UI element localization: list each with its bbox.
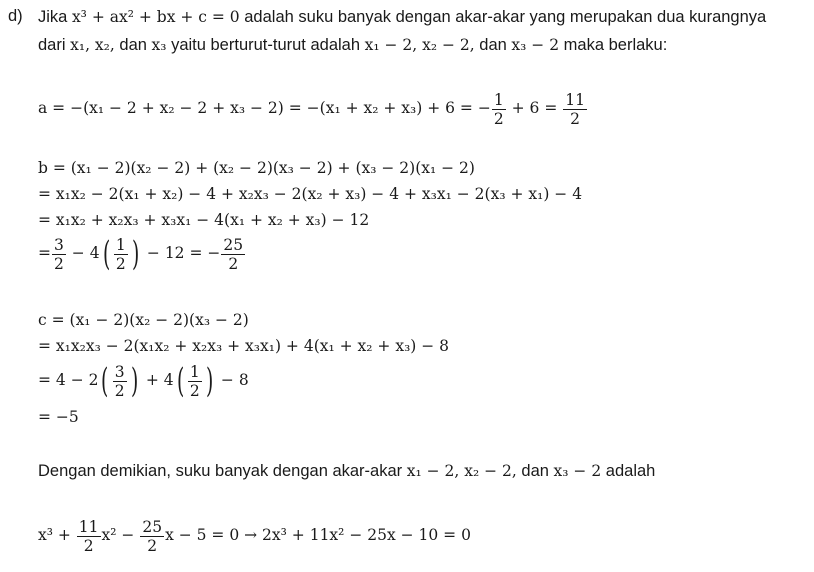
intro-text: dan (114, 36, 152, 54)
close-paren: ) (130, 361, 138, 401)
open-paren: ( (176, 361, 184, 401)
fraction (77, 518, 101, 555)
fraction (188, 363, 202, 400)
intro-text: adalah suku banyak dengan akar-akar yang merupakan dua kurangnya (239, 8, 767, 26)
denominator: 2 (570, 109, 581, 128)
term: = 4 − 2 (38, 371, 99, 389)
fraction (221, 236, 245, 273)
numerator: 11 (565, 90, 585, 109)
equation-a (38, 88, 588, 128)
shifted-root-x3: x₃ − 2 (511, 36, 560, 54)
term: x³ + (38, 526, 76, 544)
equation-c-line-4: = −5 (38, 408, 79, 426)
denominator: 2 (114, 381, 125, 400)
term: x − 5 = 0 → 2x³ + 11x² − 25x − 10 = 0 (165, 526, 471, 544)
term: + 4 (140, 371, 174, 389)
numerator: 25 (223, 235, 244, 254)
intro-text: maka berlaku: (559, 36, 668, 54)
intro-text: Jika (38, 8, 72, 26)
open-paren: ( (101, 361, 109, 401)
intro-text: yaitu berturut-turut adalah (166, 36, 365, 54)
equation-c-line-1: c = (x₁ − 2)(x₂ − 2)(x₃ − 2) (38, 311, 249, 329)
polynomial-expression: x³ + ax² + bx + c = 0 (71, 8, 240, 26)
close-paren: ) (205, 361, 214, 401)
open-paren: ( (102, 234, 110, 274)
denominator: 2 (189, 381, 200, 400)
equation-b-line-1: b = (x₁ − 2)(x₂ − 2) + (x₂ − 2)(x₃ − 2) + (x₃ − 2)(x₁ − 2) (38, 159, 475, 177)
denominator: 2 (493, 109, 504, 128)
denominator: 2 (83, 536, 94, 555)
term: − 4 (66, 244, 100, 262)
root-x3: x₃ (151, 36, 167, 54)
equation-b-line-2: = x₁x₂ − 2(x₁ + x₂) − 4 + x₂x₃ − 2(x₂ + x₃) − 4 + x₃x₁ − 2(x₃ + x₁) − 4 (38, 185, 583, 203)
equation-a-lhs: a = −(x₁ − 2 + x₂ − 2 + x₃ − 2) = −(x₁ + x₂ + x₃) + 6 = − (38, 99, 491, 117)
numerator: 25 (142, 517, 163, 536)
shifted-roots: x₁ − 2, x₂ − 2, (406, 462, 517, 480)
shifted-root-x3: x₃ − 2 (553, 462, 602, 480)
fraction (114, 236, 128, 273)
equals-sign: = (38, 244, 51, 262)
intro-line-1 (38, 7, 766, 27)
fraction (113, 363, 127, 400)
denominator: 2 (115, 254, 126, 273)
intro-line-2 (38, 35, 667, 55)
denominator: 2 (228, 254, 239, 273)
equation-b-line-4 (38, 233, 246, 273)
equation-c-line-3 (38, 360, 249, 400)
equation-b-line-3: = x₁x₂ + x₂x₃ + x₃x₁ − 4(x₁ + x₂ + x₃) − 12 (38, 211, 370, 229)
numerator: 1 (189, 362, 200, 381)
final-polynomial (38, 513, 471, 557)
denominator: 2 (147, 536, 158, 555)
shifted-roots: x₁ − 2, x₂ − 2, (364, 36, 475, 54)
term: − 12 = − (141, 244, 221, 262)
numerator: 3 (114, 362, 125, 381)
fraction (52, 236, 66, 273)
roots-expression: x₁, x₂, (70, 36, 115, 54)
numerator: 1 (493, 90, 504, 109)
term: − 8 (216, 371, 249, 389)
fraction (563, 91, 587, 128)
intro-text: dan (474, 36, 512, 54)
numerator: 11 (78, 517, 99, 536)
item-label: d) (8, 7, 23, 25)
conclusion-text (38, 461, 655, 481)
close-paren: ) (131, 234, 139, 274)
term: x² − (101, 526, 140, 544)
fraction (492, 91, 506, 128)
conclusion-text-part: adalah (601, 462, 656, 480)
denominator: 2 (54, 254, 64, 273)
equation-c-line-2: = x₁x₂x₃ − 2(x₁x₂ + x₂x₃ + x₃x₁) + 4(x₁ + x₂ + x₃) − 8 (38, 337, 450, 355)
intro-text: dari (38, 36, 71, 54)
numerator: 3 (54, 235, 64, 254)
fraction (140, 518, 164, 555)
conclusion-text-part: Dengan demikian, suku banyak dengan akar-akar (38, 462, 407, 480)
numerator: 1 (115, 235, 126, 254)
equation-a-mid: + 6 = (506, 99, 563, 117)
conclusion-text-part: dan (516, 462, 554, 480)
